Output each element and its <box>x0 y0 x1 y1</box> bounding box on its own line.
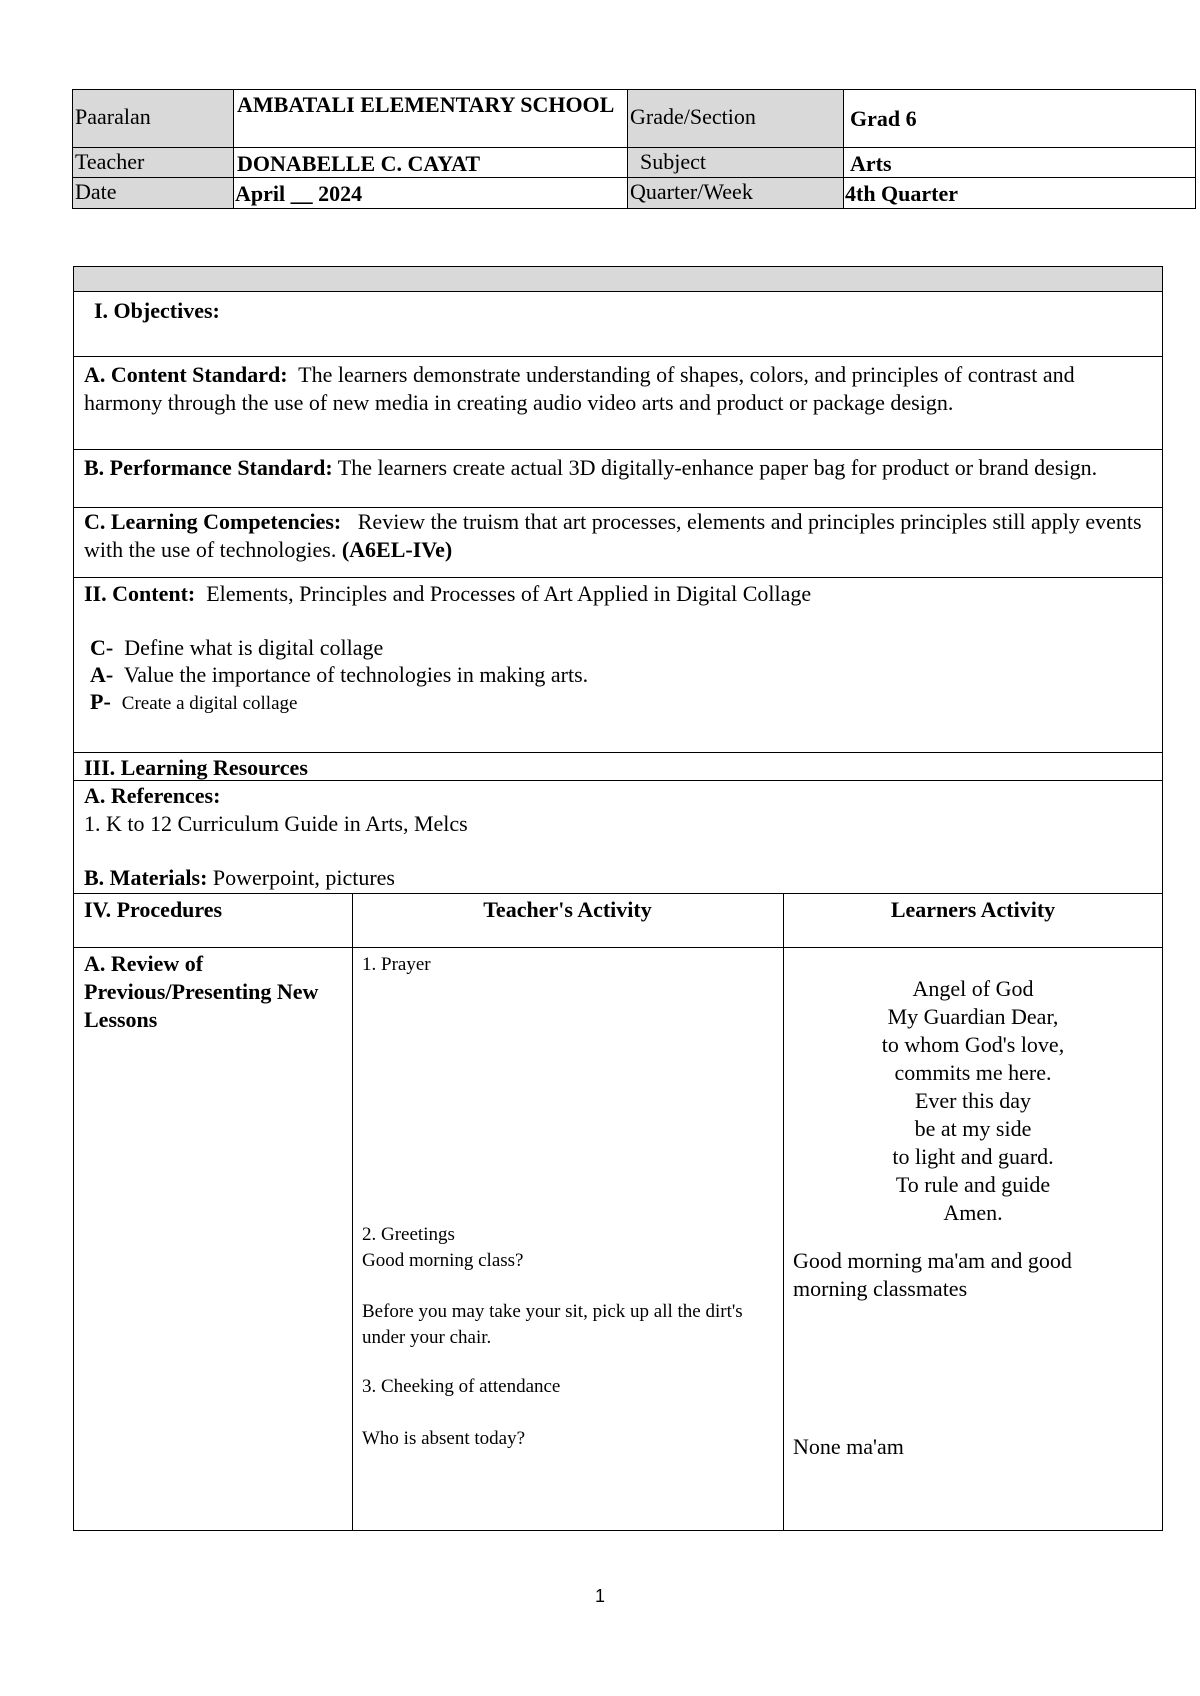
content-objective-a <box>90 661 588 689</box>
subject-label-cell <box>627 147 843 177</box>
quarter-label: Quarter/Week <box>630 179 753 204</box>
teacher-prayer: 1. Prayer <box>362 954 431 975</box>
page-number: 1 <box>594 1586 605 1606</box>
competencies-code: (A6EL-IVe) <box>341 537 453 562</box>
school-label-cell <box>72 89 233 147</box>
teacher-value-cell <box>233 147 627 177</box>
prayer-line: Angel of God <box>912 976 1034 1001</box>
content-standard <box>84 361 1154 417</box>
content-text: Elements, Principles and Processes of Art Applied in Digital Collage <box>206 581 812 606</box>
divider <box>74 577 1162 578</box>
quarter-label-cell <box>627 177 843 209</box>
prayer-line: to whom God's love, <box>881 1032 1065 1057</box>
subject-label: Subject <box>640 149 706 174</box>
column-divider <box>352 893 353 1530</box>
learners-activity-header: Learners Activity <box>890 897 1056 922</box>
content-objective-c <box>90 634 383 662</box>
prayer-line: to light and guard. <box>892 1144 1054 1169</box>
content-a-label: A- <box>90 662 114 687</box>
quarter-value-cell <box>843 177 1196 209</box>
materials-label: B. Materials: <box>84 865 208 890</box>
procedures-heading: IV. Procedures <box>84 897 223 922</box>
materials-text: Powerpoint, pictures <box>212 865 395 890</box>
school-label: Paaralan <box>75 104 151 129</box>
subject-value: Arts <box>850 151 892 176</box>
teacher-greetings: 2. Greetings <box>362 1224 455 1245</box>
content-c-label: C- <box>90 635 114 660</box>
teacher-attendance: 3. Cheeking of attendance <box>362 1376 561 1397</box>
divider <box>74 356 1162 357</box>
references-label: A. References: <box>84 783 221 808</box>
prayer-line: be at my side <box>914 1116 1032 1141</box>
content-a-text: Value the importance of technologies in making arts. <box>123 662 589 687</box>
school-value-cell <box>233 89 627 147</box>
divider <box>74 449 1162 450</box>
performance-standard-text: The learners create actual 3D digitally-enhance paper bag for product or brand design. <box>337 455 1098 480</box>
teacher-sit-instruction: Before you may take your sit, pick up all the dirt's under your chair. <box>362 1301 743 1348</box>
content-standard-text: The learners demonstrate understanding of shapes, colors, and principles of contrast and harmony through the use of new media in creating audio video arts and product or package design. <box>84 362 1075 415</box>
teacher-value: DONABELLE C. CAYAT <box>237 151 481 176</box>
prayer-line: My Guardian Dear, <box>887 1004 1059 1029</box>
date-value: April __ 2024 <box>235 181 363 206</box>
materials <box>84 864 395 892</box>
grade-value-cell <box>843 89 1196 147</box>
subject-value-cell <box>843 147 1196 177</box>
teacher-absent-question: Who is absent today? <box>362 1428 526 1449</box>
performance-standard <box>84 454 1154 482</box>
competencies-text: Review the truism that art processes, elements and principles principles still apply events with the use of technologies. <box>84 509 1142 562</box>
learning-competencies <box>84 508 1154 564</box>
prayer-line: commits me here. <box>894 1060 1052 1085</box>
table-header-band <box>74 267 1162 291</box>
reference-item: 1. K to 12 Curriculum Guide in Arts, Melcs <box>84 811 468 836</box>
date-label-cell <box>72 177 233 209</box>
prayer-line: Ever this day <box>914 1088 1032 1113</box>
divider <box>74 947 1162 948</box>
grade-label: Grade/Section <box>630 104 756 129</box>
teacher-label-cell <box>72 147 233 177</box>
content-standard-label: A. Content Standard: <box>84 362 288 387</box>
date-value-cell <box>233 177 627 209</box>
competencies-label: C. Learning Competencies: <box>84 509 342 534</box>
step-a-label: A. Review of Previous/Presenting New Lessons <box>84 951 319 1032</box>
resources-heading: III. Learning Resources <box>84 755 308 780</box>
teacher-label: Teacher <box>75 149 145 174</box>
prayer-line: To rule and guide <box>895 1172 1051 1197</box>
content-label: II. Content: <box>84 581 196 606</box>
content-c-text: Define what is digital collage <box>124 635 384 660</box>
divider <box>74 893 1162 894</box>
school-value: AMBATALI ELEMENTARY SCHOOL <box>237 92 615 117</box>
teacher-good-morning: Good morning class? <box>362 1250 524 1271</box>
date-label: Date <box>75 179 117 204</box>
divider <box>74 291 1162 292</box>
grade-label-cell <box>627 89 843 147</box>
grade-value: Grad 6 <box>850 106 917 131</box>
content-p-text: Create a digital collage <box>121 693 298 714</box>
performance-standard-label: B. Performance Standard: <box>84 455 333 480</box>
learners-absent-reply: None ma'am <box>793 1434 904 1459</box>
content-p-label: P- <box>90 689 111 714</box>
learners-prayer <box>783 975 1163 1227</box>
objectives-heading: I. Objectives: <box>94 298 220 323</box>
prayer-line: Amen. <box>943 1200 1003 1225</box>
content-section <box>84 580 1154 608</box>
divider <box>74 752 1162 753</box>
learners-greeting-reply: Good morning ma'am and good morning classmates <box>793 1248 1072 1301</box>
lesson-plan-table <box>73 266 1163 1531</box>
teacher-activity-header: Teacher's Activity <box>483 897 652 922</box>
quarter-value: 4th Quarter <box>845 181 959 206</box>
header-info-table <box>72 89 1196 209</box>
content-objective-p <box>90 688 297 718</box>
